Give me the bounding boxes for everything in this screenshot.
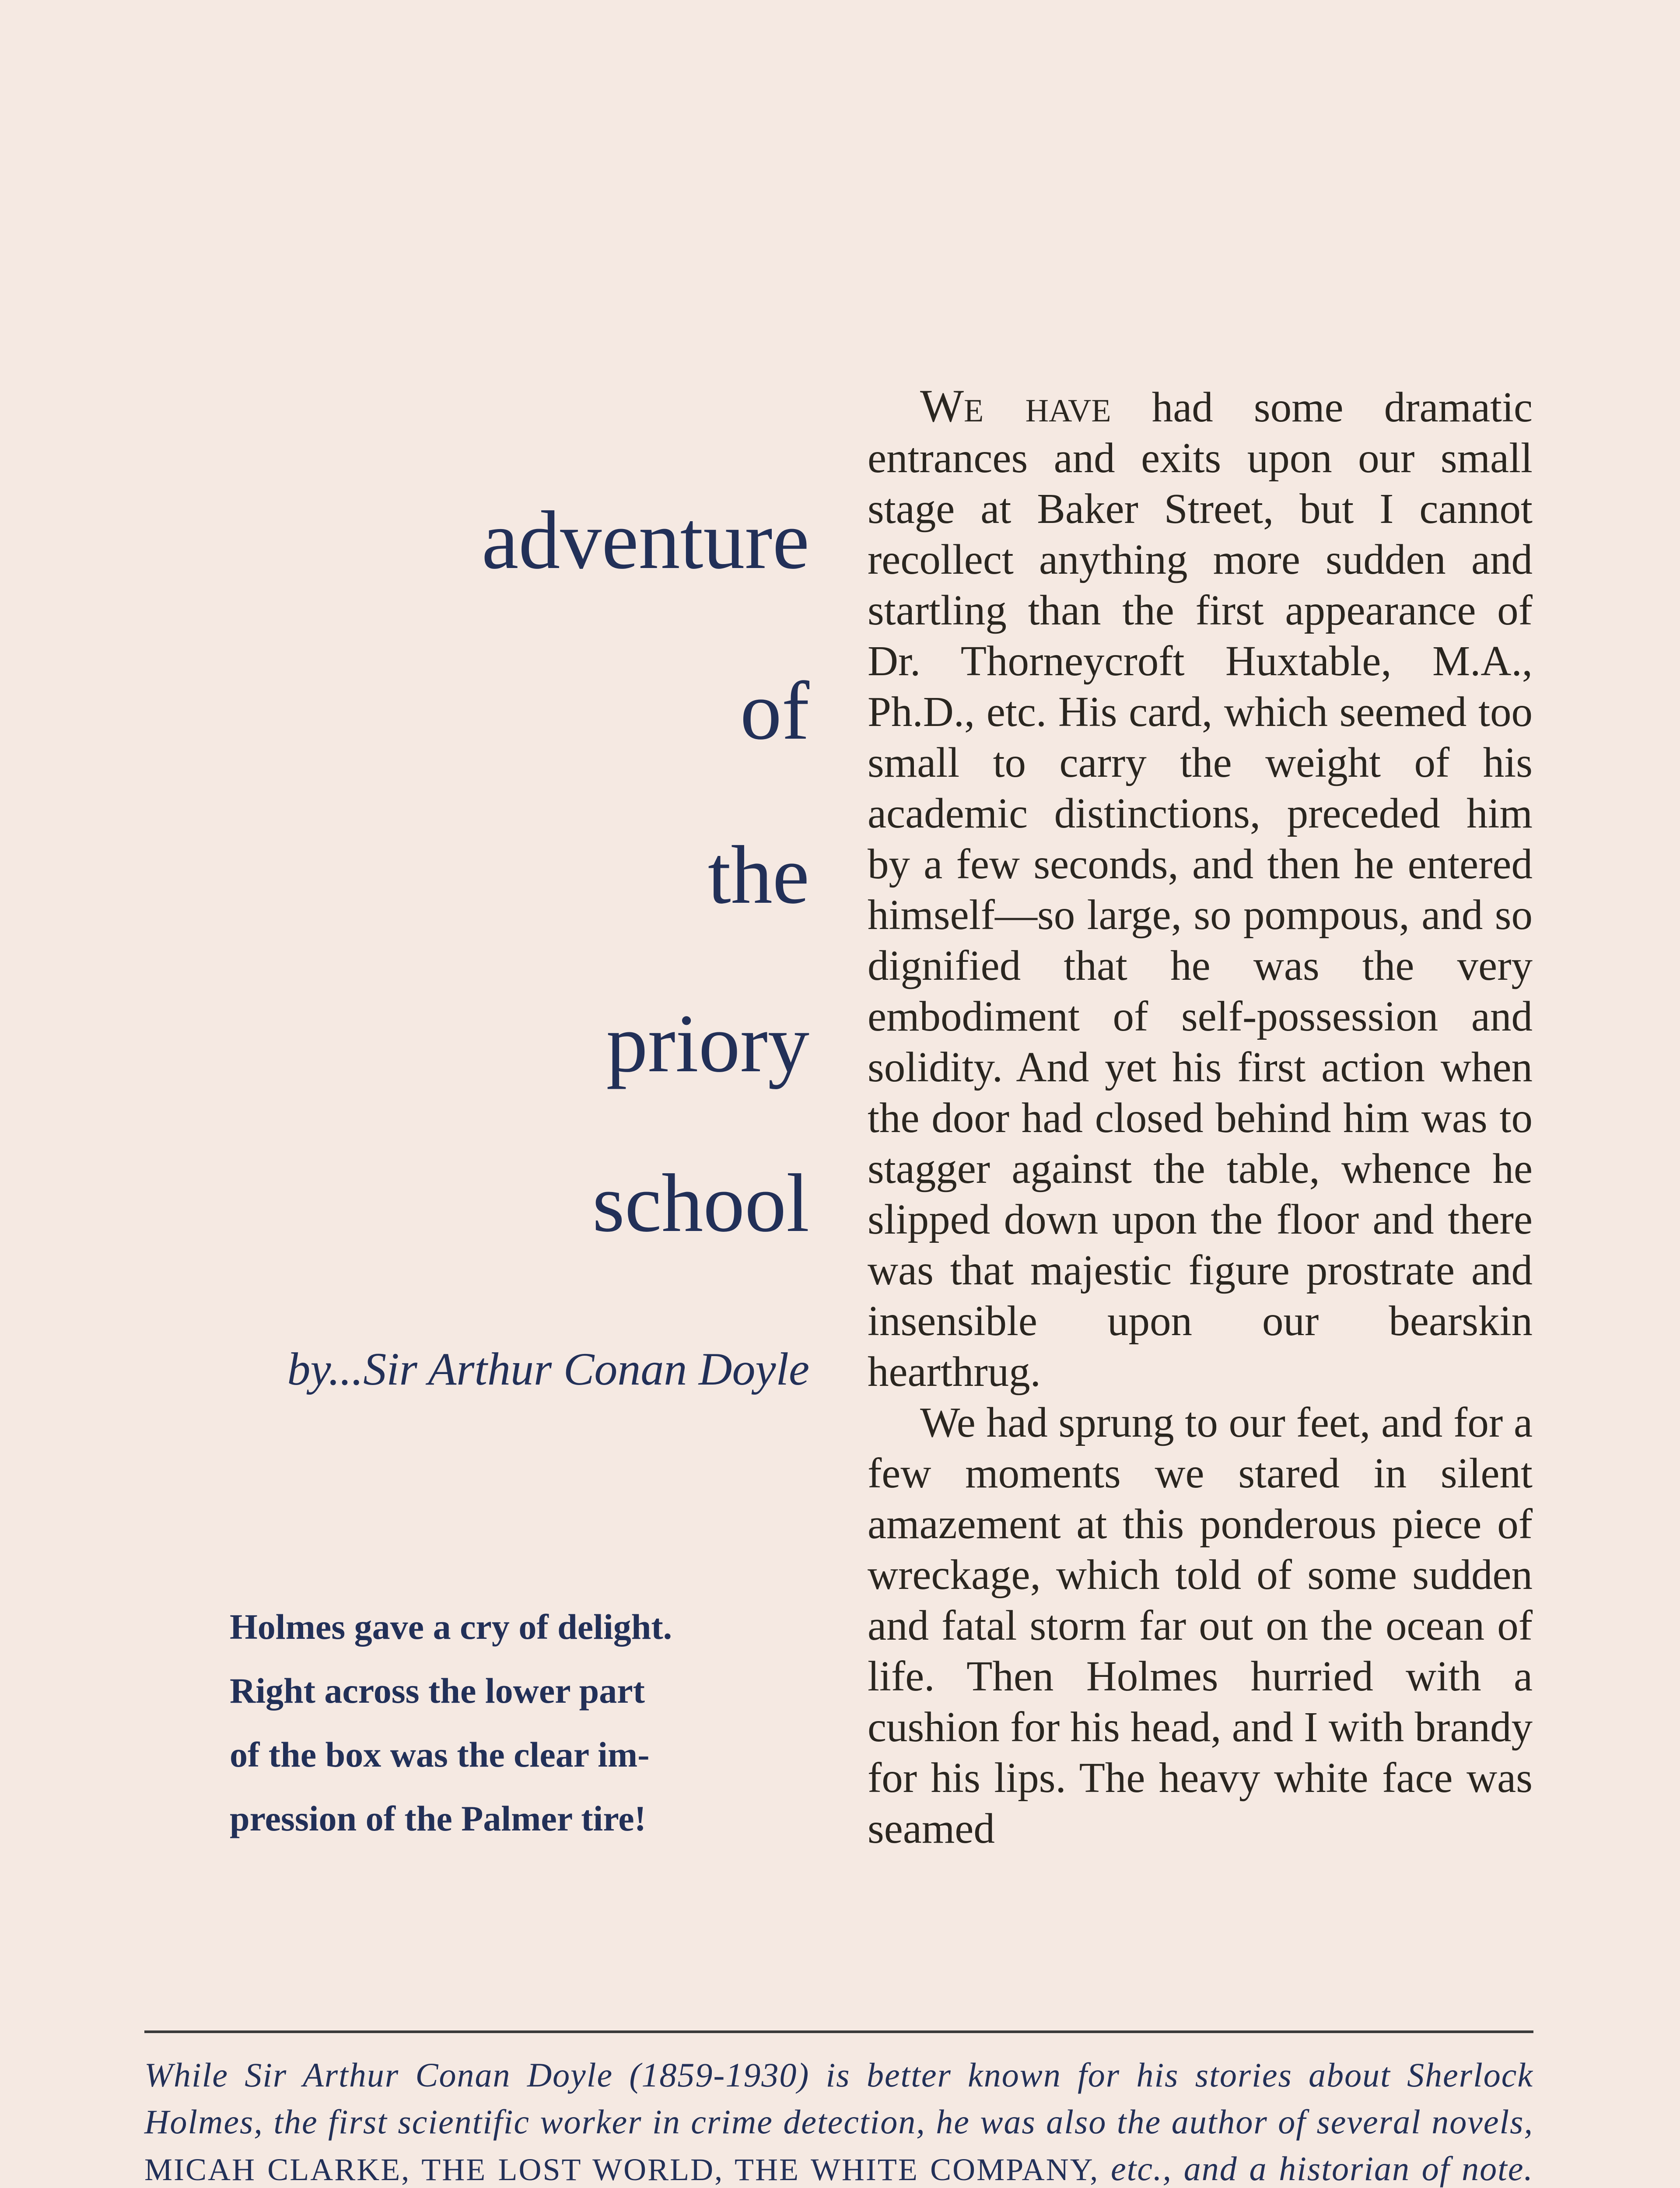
body-paragraph-1 <box>868 381 1533 1397</box>
story-title-line-3: the <box>707 829 809 921</box>
story-title-line-4: priory <box>606 998 809 1090</box>
pull-quote-line: Right across the lower part <box>230 1671 645 1711</box>
pull-quote-line: of the box was the clear im- <box>230 1735 650 1774</box>
author-byline: by...Sir Arthur Conan Doyle <box>287 1343 809 1395</box>
footnote-text-1: While Sir Arthur Conan Doyle (1859-1930) is better known for his stories about Sherlock Holmes, the first scientific worker in crime detection, he was also the author of several novels, <box>144 2056 1533 2141</box>
footnote-top-rule <box>144 2030 1533 2033</box>
story-title-line-2: of <box>740 665 809 757</box>
footnote-novel-titles: MICAH CLARKE, THE LOST WORLD, THE WHITE COMPANY, <box>144 2152 1099 2187</box>
paragraph-1-text: had some dramatic entrances and exits upon our small stage at Baker Street, but I cannot recollect anything more sudden and startling than the first appearance of Dr. Thorneycroft Huxtable, M.A., Ph.D., etc. His card, which seemed too small to carry the weight of his academic distinctions, preceded him by a few seconds, and then he entered himself—so large, so pompous, and so dignified that he was the very embodiment of self-possession and solidity. And yet his first action when the door had closed behind him was to stagger against the table, whence he slipped down upon the floor and there was that majestic figure prostrate and insensible upon our bearskin hearthrug. <box>868 384 1533 1395</box>
pull-quote <box>230 1595 809 1851</box>
body-paragraph-2: We had sprung to our feet, and for a few moments we stared in silent amazement at this ponderous piece of wreckage, which told of some sudden and fatal storm far out on the ocean of life. Then Holmes hurried with a cushion for his head, and I with brandy for his lips. The heavy white face was seamed <box>868 1399 1533 1852</box>
story-body <box>868 381 1533 1854</box>
footnote-text-2: etc., and a historian of note. <box>1111 2149 1533 2188</box>
opening-words: We have <box>920 380 1111 431</box>
story-title-line-5: school <box>592 1157 809 1249</box>
story-title-line-1: adventure <box>481 494 809 586</box>
pull-quote-line: Holmes gave a cry of delight. <box>230 1607 672 1647</box>
author-footnote <box>144 2051 1533 2188</box>
pull-quote-line: pression of the Palmer tire! <box>230 1799 646 1838</box>
